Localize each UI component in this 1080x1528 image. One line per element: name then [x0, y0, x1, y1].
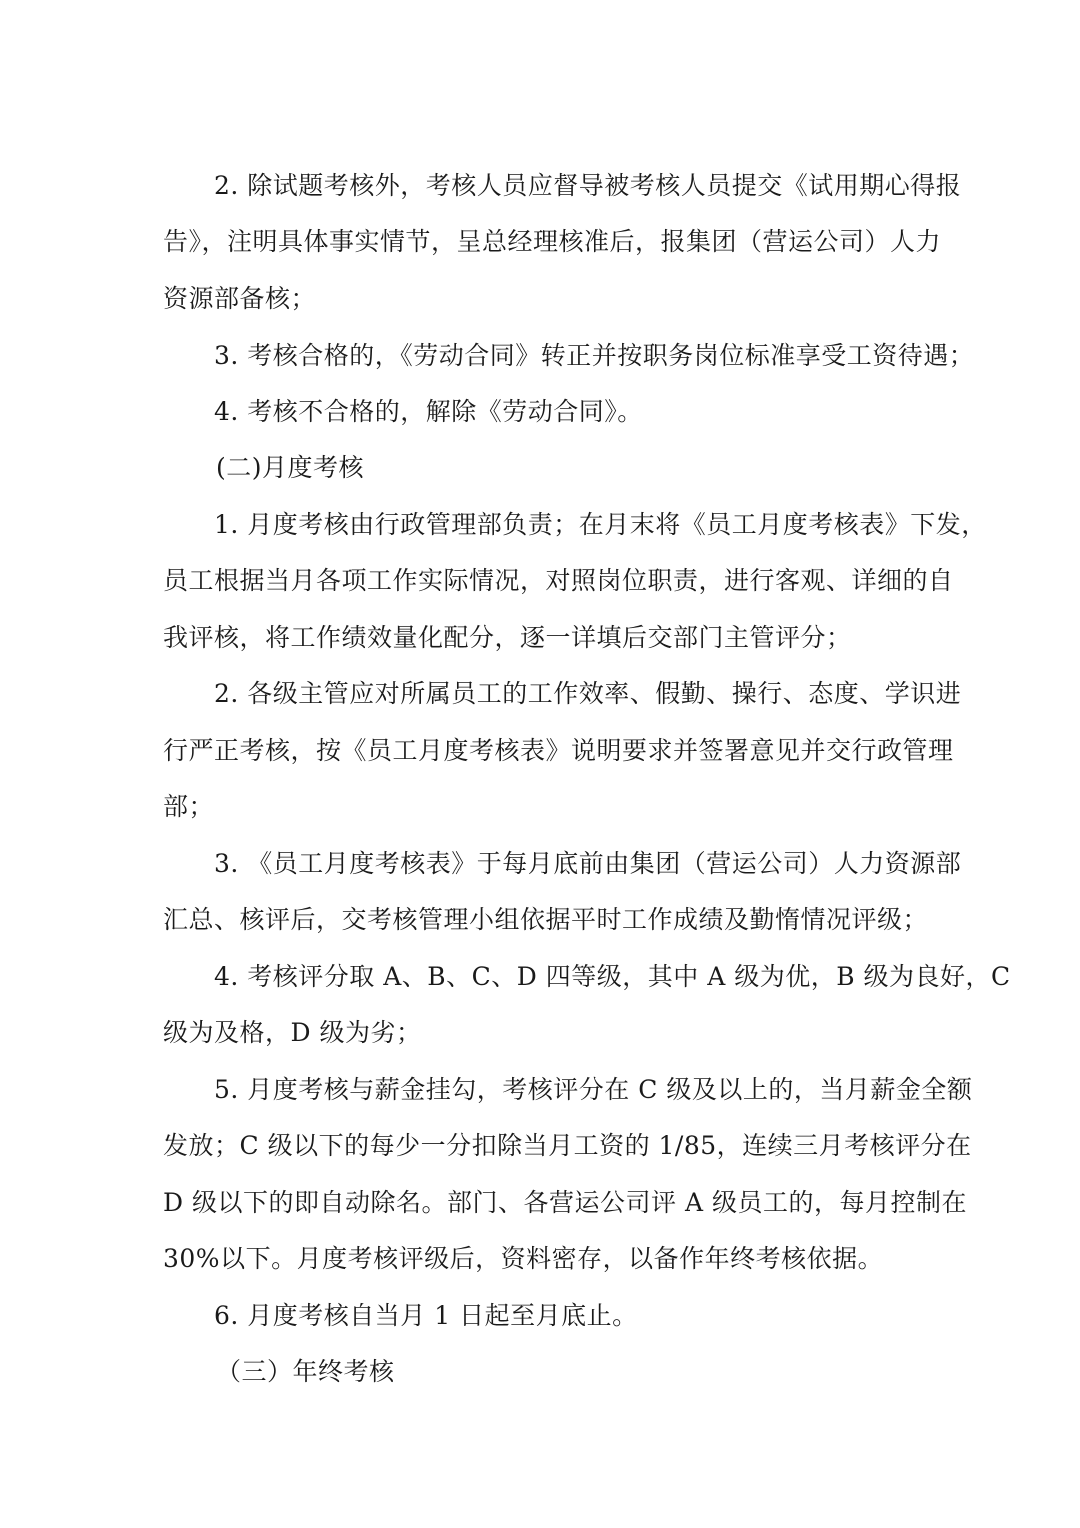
paragraph-line: 3. 《员工月度考核表》于每月底前由集团（营运公司）人力资源部	[214, 849, 962, 878]
paragraph-line: 告》，注明具体事实情节，呈总经理核准后，报集团（营运公司）人力	[163, 227, 942, 256]
paragraph-line: 行严正考核，按《员工月度考核表》说明要求并签署意见并交行政管理	[163, 736, 954, 765]
paragraph-line: 员工根据当月各项工作实际情况，对照岗位职责，进行客观、详细的自	[163, 566, 954, 595]
section-heading: (二)月度考核	[216, 453, 365, 482]
section-heading: （三）年终考核	[216, 1357, 395, 1386]
paragraph-line: 1. 月度考核由行政管理部负责；在月末将《员工月度考核表》下发，	[214, 510, 987, 539]
paragraph-line: 5. 月度考核与薪金挂勾，考核评分在 C 级及以上的，当月薪金全额	[214, 1075, 973, 1104]
paragraph-line: 4. 考核评分取 A、B、C、D 四等级，其中 A 级为优，B 级为良好，C	[214, 962, 1011, 991]
paragraph-line: 汇总、核评后，交考核管理小组依据平时工作成绩及勤惰情况评级；	[163, 905, 929, 934]
paragraph-line: 发放；C 级以下的每少一分扣除当月工资的 1/85，连续三月考核评分在	[163, 1131, 972, 1160]
paragraph-line: 级为及格，D 级为劣；	[163, 1018, 422, 1047]
paragraph-line: D 级以下的即自动除名。部门、各营运公司评 A 级员工的，每月控制在	[163, 1188, 967, 1217]
paragraph-line: 6. 月度考核自当月 1 日起至月底止。	[214, 1301, 638, 1330]
paragraph-line: 2. 除试题考核外，考核人员应督导被考核人员提交《试用期心得报	[214, 171, 962, 200]
paragraph-line: 我评核，将工作绩效量化配分，逐一详填后交部门主管评分；	[163, 623, 852, 652]
paragraph-line: 3. 考核合格的，《劳动合同》转正并按职务岗位标准享受工资待遇；	[214, 341, 975, 370]
paragraph-line: 2. 各级主管应对所属员工的工作效率、假勤、操行、态度、学识进	[214, 679, 962, 708]
paragraph-line: 4. 考核不合格的，解除《劳动合同》。	[214, 397, 643, 426]
paragraph-line: 资源部备核；	[163, 284, 317, 313]
paragraph-line: 30%以下。月度考核评级后，资料密存，以备作年终考核依据。	[163, 1244, 884, 1273]
paragraph-line: 部；	[163, 792, 215, 821]
